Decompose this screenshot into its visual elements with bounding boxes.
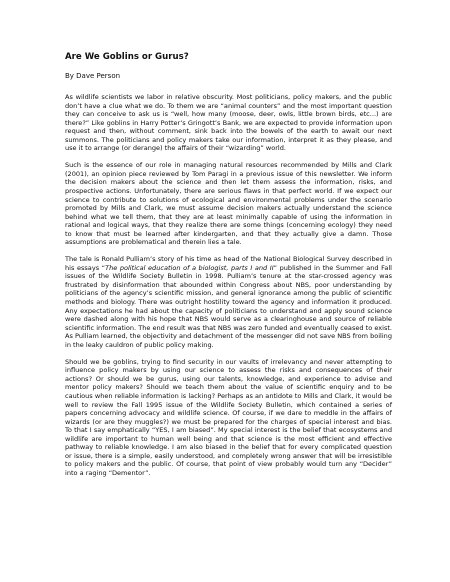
article-byline: By Dave Person [65,72,121,80]
paragraph-4: Should we be goblins, trying to find security in our vaults of irrelevancy and never attempting to influence policy makers by using our science to assess the risks and consequences of their actions? Or should we be gurus, using our talents, knowledge, and experience to advise and mentor policy makers? Should we teach them about the value of scientific enquiry and to be cautious when reliable information is lacking? Perhaps as an antidote to Mills and Clark, it would be well to review the Fall 1995 issue of the Wildlife Society Bulletin, which contained a series of papers concerning advocacy and wildlife science. Of course, if we dare to meddle in the affairs of wizards (or are they muggles?) we must be prepared for the charges of special interest and bias. To that I say emphatically “YES, I am biased”. My special interest is the belief that ecosystems and wildlife are important to human well being and that science is the most efficient and effective pathway to reliable knowledge. I am also biased in the belief that for every complicated question or issue, there is a simple, easily understood, and completely wrong answer that will be irresistible to policy makers and the public. Of course, that point of view probably would turn any “Decider” into a raging “Dementor”. [65,357,392,477]
paragraph-3-text-before: The tale is Ronald Pulliam’s story of his time as head of the National Biological Survey described in his essays “ [65,255,392,272]
essay-title-italic: The political education of a biologist, parts I and II [105,263,274,272]
article-title: Are We Goblins or Gurus? [65,52,189,62]
paragraph-1: As wildlife scientists we labor in relative obscurity. Most politicians, policy makers, and the public don’t have a clue what we do. To them we are “animal counters” and the most important question they can conceive to ask us is “well, how many (moose, deer, owls, little brown birds, etc...) are there?” Like goblins in Harry Potter’s Gringott’s Bank, we are expected to provide information upon request and then, without comment, sink back into the bowels of the earth to await our next summons. The politicians and policy makers take our information, interpret it as they please, and use it to arrange (or derange) the affairs of their “wizarding” world. [65,93,392,153]
paragraph-3 [65,255,392,349]
paragraph-3-text-after: ” published in the Summer and Fall issues of the Wildlife Society Bulletin in 1998. Pulliam’s tenure at the star-crossed agency was frustrated by disinformation that abounded within Congress about NBS, poor understanding by politicians of the agency’s scientific mission, and general ignorance among the public of scientific methods and biology. There was outright hostility toward the agency and information it produced. Any expectations he had about the capacity of politicians to understand and apply sound science were dashed along with his hope that NBS would serve as a clearinghouse and source of reliable scientific information. The end result was that NBS was zero funded and eventually ceased to exist. As Pulliam learned, the objectivity and detachment of the messenger did not save NBS from boiling in the leaky cauldron of public policy making. [65,263,392,349]
paragraph-2: Such is the essence of our role in managing natural resources recommended by Mills and Clark (2001), an opinion piece reviewed by Tom Paragi in a previous issue of this newsletter. We inform the decision makers about the science and then let them assess the information, risks, and prospective actions. Unfortunately, there are serious flaws in that perfect world. If we expect our science to contribute to solutions of ecological and environmental problems under the scenario promoted by Mills and Clark, we must assume decision makers actually understand the science behind what we tell them, that they are at least minimally capable of using the information in rational and logical ways, that they realize there are some things (concerning ecology) they need to know that must be learned after kindergarten, and that they actually give a damn. Those assumptions are problematical and therein lies a tale. [65,161,392,247]
